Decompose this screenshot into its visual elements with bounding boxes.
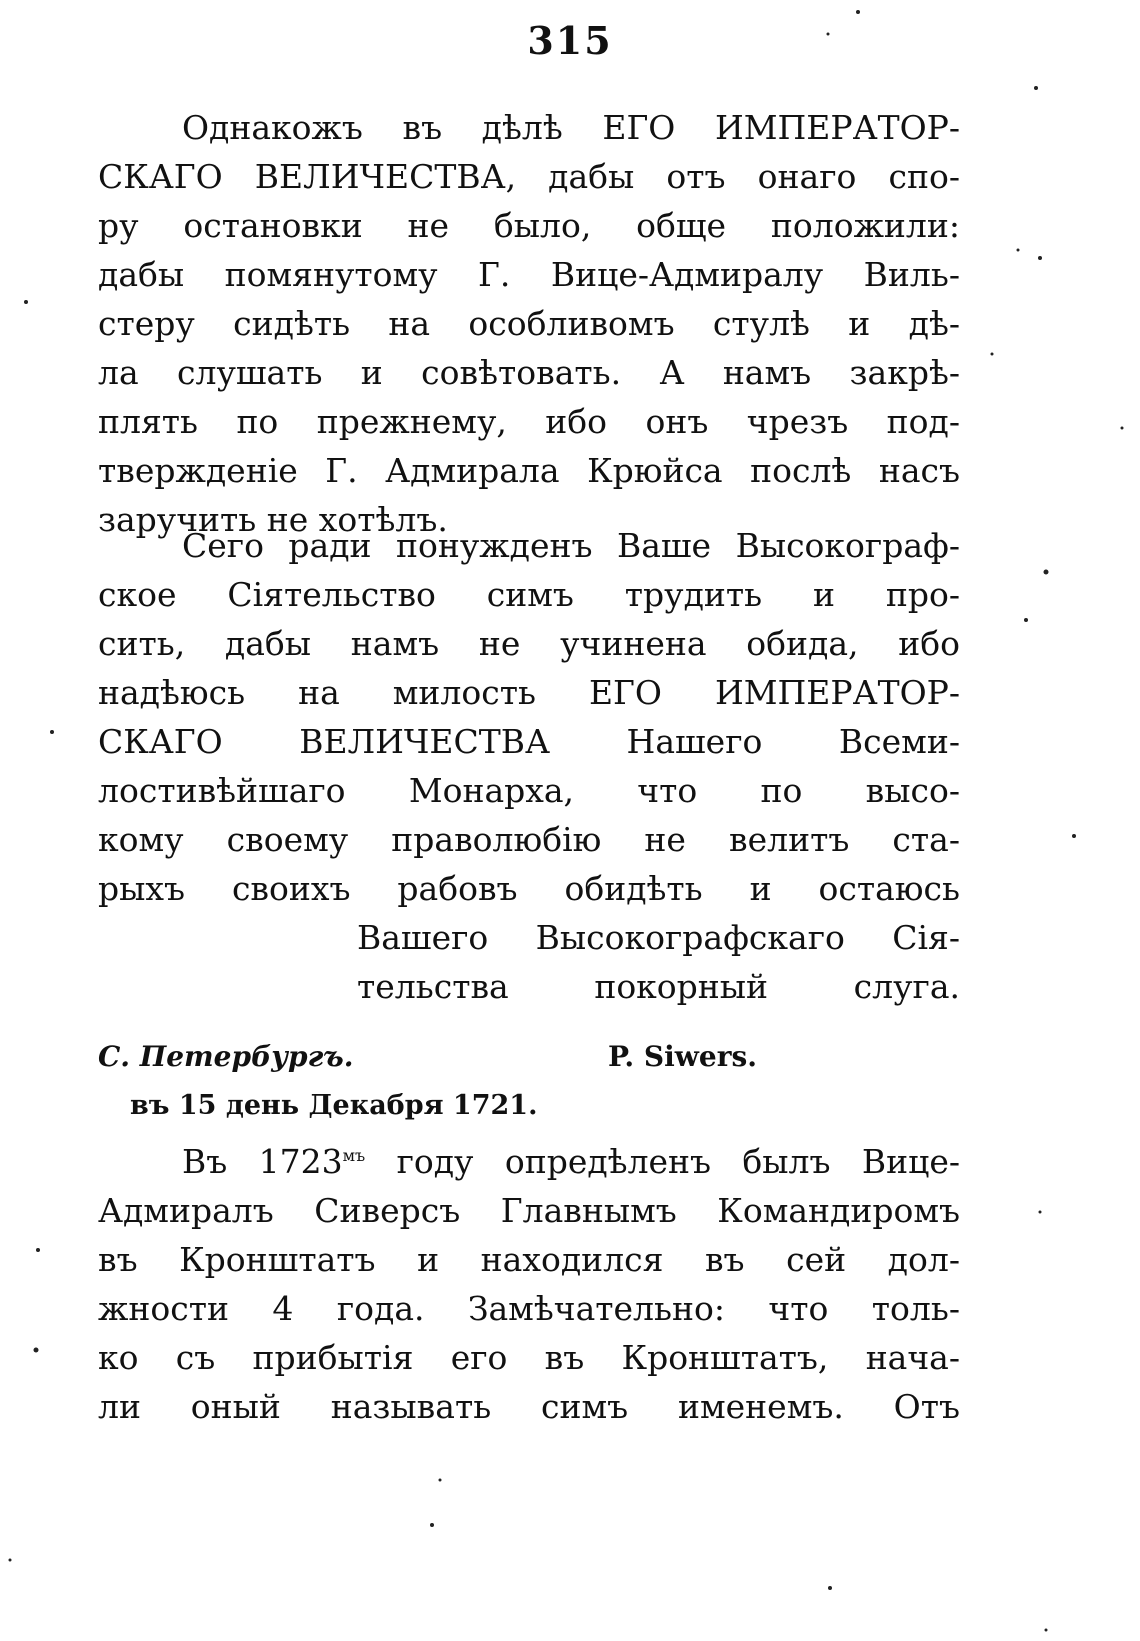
text-line: Однакожъ въ дѣлѣ ЕГО ИМПЕРАТОР-	[182, 108, 960, 147]
signature: P. Siwers.	[608, 1040, 757, 1073]
paragraph-2	[98, 521, 960, 913]
text-line: Сего ради понужденъ Ваше Высокограф-	[182, 526, 960, 565]
text-line	[98, 1137, 960, 1186]
text-line: сить, дабы намъ не учинена обида, ибо	[98, 624, 960, 663]
text-line: ко съ прибытія его въ Кронштатъ, нача-	[98, 1338, 960, 1377]
text-fragment: Въ 1723	[182, 1142, 343, 1181]
text-line: твержденіе Г. Адмирала Крюйса послѣ насъ	[98, 451, 960, 490]
closing-line-1: Вашего Высокографскаго Сія-	[357, 918, 960, 957]
page-number: 315	[527, 18, 613, 63]
text-line: ла слушать и совѣтовать. А намъ закрѣ-	[98, 353, 960, 392]
text-line: кому своему праволюбію не велитъ ста-	[98, 820, 960, 859]
text-line: Адмиралъ Сиверсъ Главнымъ Командиромъ	[98, 1191, 960, 1230]
closing-line-2: тельства покорный слуга.	[357, 967, 960, 1006]
text-line: заручить не хотѣлъ.	[98, 500, 448, 539]
paragraph-3	[98, 1137, 960, 1431]
text-line: стеру сидѣть на особливомъ стулѣ и дѣ-	[98, 304, 960, 343]
text-fragment: году опредѣленъ былъ Вице-	[365, 1142, 961, 1181]
paragraph-1	[98, 103, 960, 544]
text-line: плять по прежнему, ибо онъ чрезъ под-	[98, 402, 960, 441]
text-line: дабы помянутому Г. Вице-Адмиралу Виль-	[98, 255, 960, 294]
superscript-suffix: мъ	[342, 1146, 366, 1165]
text-line: ское Сіятельство симъ трудить и про-	[98, 575, 960, 614]
text-line: СКАГО ВЕЛИЧЕСТВА, дабы отъ онаго спо-	[98, 157, 960, 196]
text-line: въ Кронштатъ и находился въ сей дол-	[98, 1240, 960, 1279]
text-line: рыхъ своихъ рабовъ обидѣть и остаюсь	[98, 869, 960, 908]
text-line: жности 4 года. Замѣчательно: что толь-	[98, 1289, 960, 1328]
text-line: лостивѣйшаго Монарха, что по высо-	[98, 771, 960, 810]
place-of-writing: С. Петербургъ.	[98, 1040, 354, 1073]
text-line: СКАГО ВЕЛИЧЕСТВА Нашего Всеми-	[98, 722, 960, 761]
text-line: ру остановки не было, обще положили:	[98, 206, 960, 245]
text-line: надѣюсь на милость ЕГО ИМПЕРАТОР-	[98, 673, 960, 712]
letter-date: въ 15 день Декабря 1721.	[130, 1090, 538, 1121]
text-line: ли оный называть симъ именемъ. Отъ	[98, 1387, 960, 1426]
